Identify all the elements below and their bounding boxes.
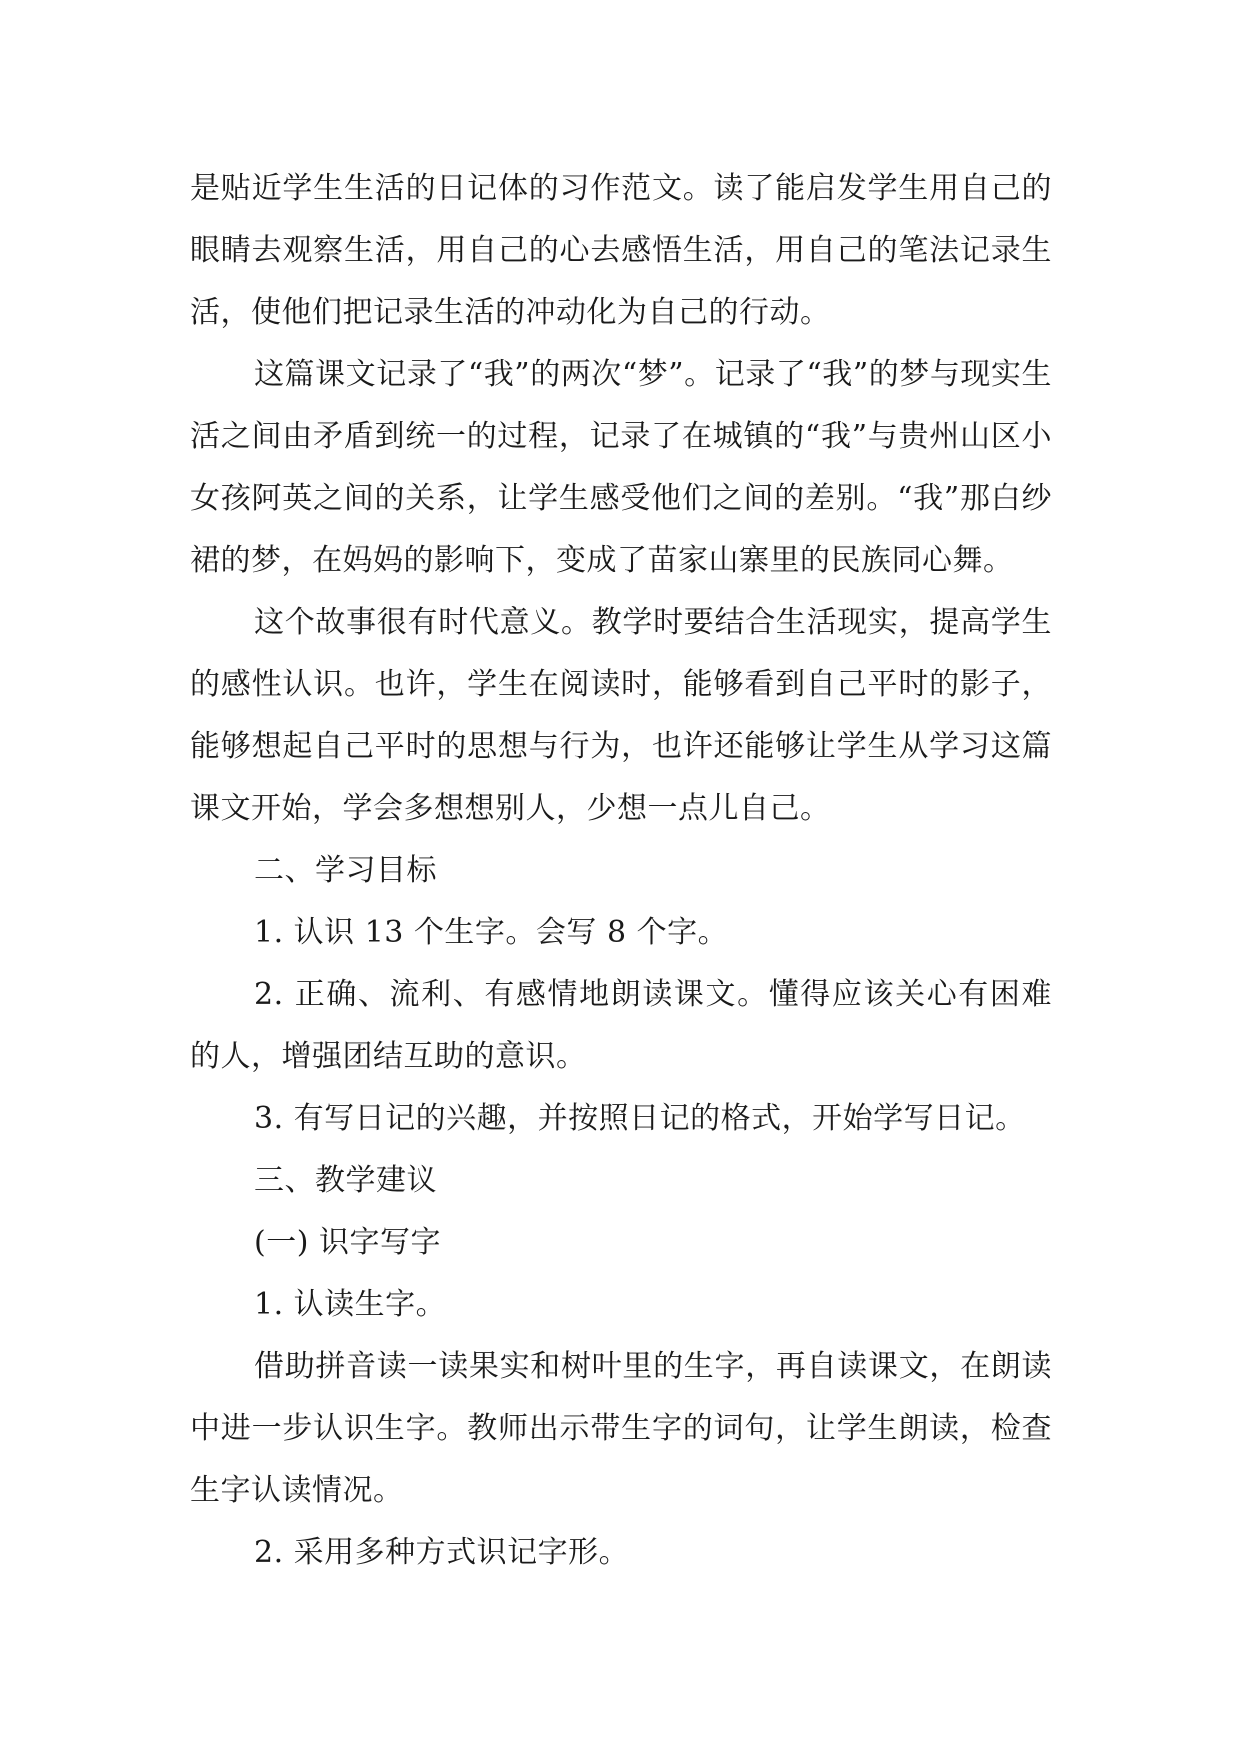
section-heading-learning-goals: 二、学习目标: [254, 853, 437, 888]
goal-item-1: 1. 认识 13 个生字。会写 8 个字。: [254, 915, 729, 950]
paragraph-3: 这个故事很有时代意义。教学时要结合生活现实，提高学生的感性认识。也许，学生在阅读时，能够看到自己平时的影子，能够想起自己平时的思想与行为，也许还能够让学生从学习这篇课文开始，学会多想想别人，少想一点儿自己。: [190, 605, 1052, 826]
suggestion-item-1: 1. 认读生字。: [254, 1287, 447, 1322]
paragraph-2: 这篇课文记录了“我”的两次“梦”。记录了“我”的梦与现实生活之间由矛盾到统一的过程，记录了在城镇的“我”与贵州山区小女孩阿英之间的关系，让学生感受他们之间的差别。“我”那白纱裙的梦，在妈妈的影响下，变成了苗家山寨里的民族同心舞。: [190, 357, 1052, 578]
section-heading-teaching-suggestions: 三、教学建议: [254, 1163, 437, 1198]
goal-item-3: 3. 有写日记的兴趣，并按照日记的格式，开始学写日记。: [254, 1101, 1026, 1136]
paragraph-reading-practice: 借助拼音读一读果实和树叶里的生字，再自读课文，在朗读中进一步认识生字。教师出示带生字的词句，让学生朗读，检查生字认读情况。: [190, 1349, 1052, 1508]
document-page: [190, 158, 1052, 1584]
subsection-heading-literacy: (一) 识字写字: [254, 1225, 441, 1260]
paragraph-1: 是贴近学生生活的日记体的习作范文。读了能启发学生用自己的眼睛去观察生活，用自己的心去感悟生活，用自己的笔法记录生活，使他们把记录生活的冲动化为自己的行动。: [190, 171, 1052, 330]
goal-item-2: 2. 正确、流利、有感情地朗读课文。懂得应该关心有困难的人，增强团结互助的意识。: [190, 977, 1052, 1074]
suggestion-item-2: 2. 采用多种方式识记字形。: [254, 1535, 630, 1570]
